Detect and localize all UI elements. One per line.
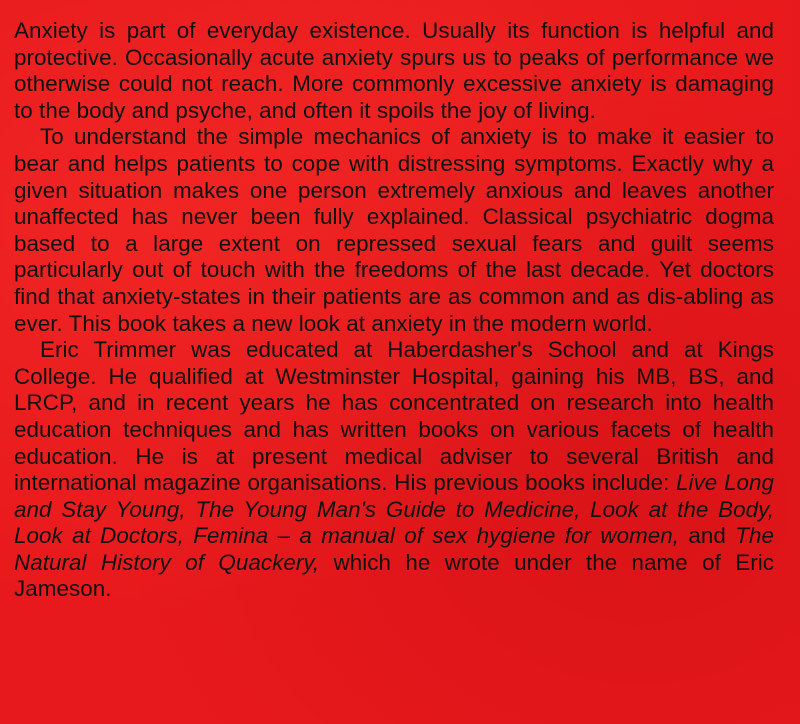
author-bio-outro: which he wrote under the name of Eric Jameson. xyxy=(14,549,774,602)
book-title: Look at the Body, xyxy=(590,496,774,522)
author-bio-intro: Eric Trimmer was educated at Haberdasher's School and at Kings College. He qualified at Westminster Hospital, gaining his MB, BS, and LRCP, and in recent years he has concentrated on research into health education techniques and has written books on various facets of health education. He is at present medical adviser to several British and international magazine organisations. His previous books include: xyxy=(14,337,774,496)
book-title: Femina – a manual of sex hygiene for women, xyxy=(193,523,680,549)
book-title: Live Long and Stay Young, xyxy=(14,470,774,522)
book-title: Look at Doctors, xyxy=(14,523,184,549)
author-bio-connector: and xyxy=(679,523,736,549)
author-bio-paragraph xyxy=(14,337,774,603)
book-title: The Natural History of Quackery, xyxy=(14,523,774,575)
blurb-paragraph-2: To understand the simple mechanics of anxiety is to make it easier to bear and helps patients to cope with distressing symptoms. Exactly why a given situation makes one person extremely anxious and leaves another unaffected has never been fully explained. Classical psychiatric dogma based to a large extent on repressed sexual fears and guilt seems particularly out of touch with the freedoms of the last decade. Yet doctors find that anxiety-states in their patients are as common and as dis-abling as ever. This book takes a new look at anxiety in the modern world. xyxy=(14,124,774,336)
book-title: The Young Man's Guide to Medicine, xyxy=(195,496,581,522)
blurb-paragraph-1: Anxiety is part of everyday existence. Usually its function is helpful and protective. Occasionally acute anxiety spurs us to peaks of performance we otherwise could not reach. More commonly excessive anxiety is damaging to the body and psyche, and often it spoils the joy of living. xyxy=(14,18,774,123)
